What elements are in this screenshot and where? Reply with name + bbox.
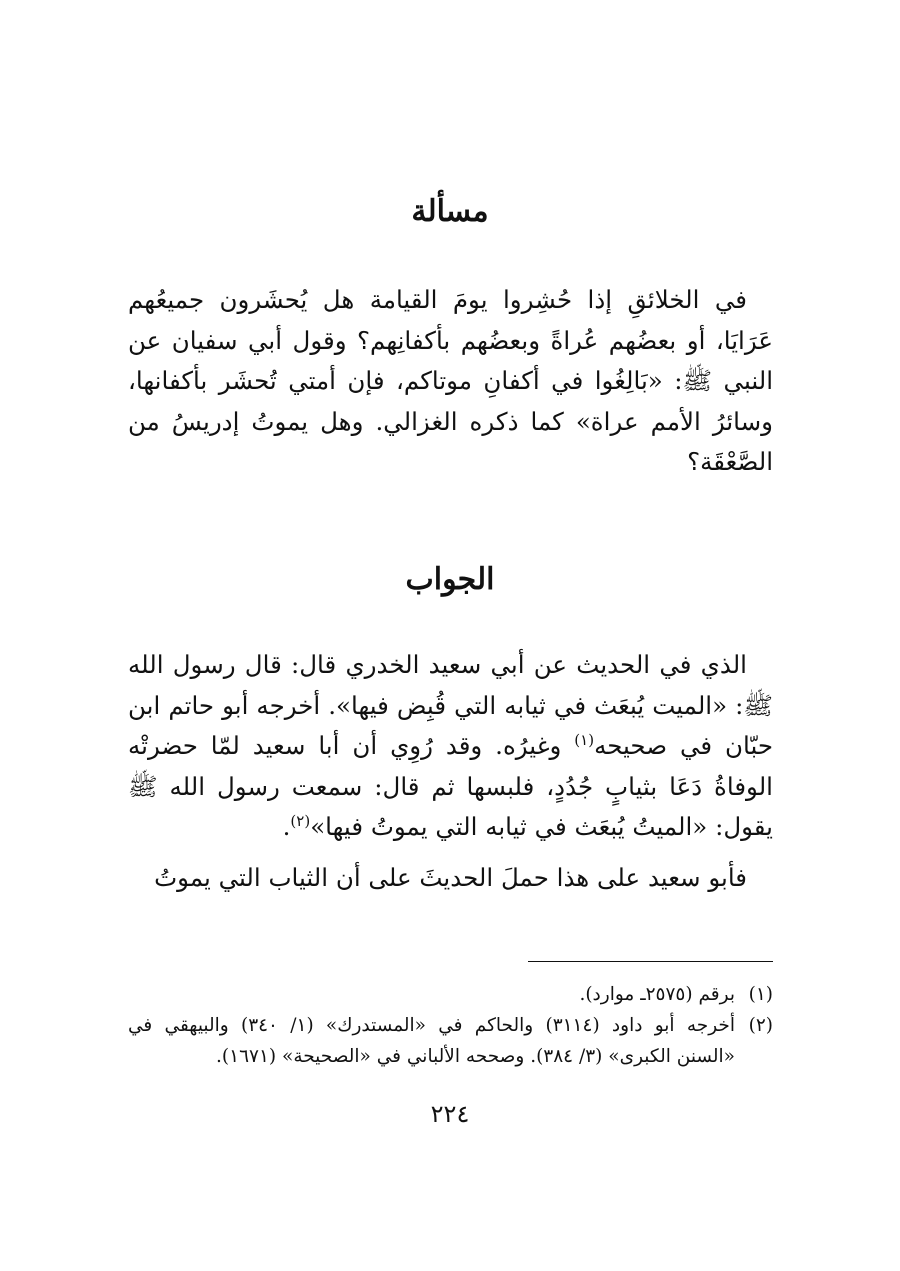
footnote-text: أخرجه أبو داود (٣١١٤) والحاكم في «المستدرك» (١/ ٣٤٠) والبيهقي في «السنن الكبرى» (٣/ ٣٨٤). وصححه الألباني في «الصحيحة» (١٦٧١). bbox=[128, 1015, 735, 1067]
answer-text-part-2: وغيرُه. وقد رُوِي أن أبا سعيد لمّا حضرتْه الوفاةُ دَعَا بثيابٍ جُدُدٍ، فلبسها ثم قال: سمعت رسول الله ﷺ يقول: «الميتُ يُبعَث في ثيابه التي يموتُ فيها» bbox=[128, 731, 773, 841]
answer-heading: الجواب bbox=[405, 562, 495, 597]
question-heading: مسألة bbox=[411, 194, 489, 229]
answer-text-part-1: الذي في الحديث عن أبي سعيد الخدري قال: قال رسول الله ﷺ: «الميت يُبعَث في ثيابه التي قُبِض فيها». أخرجه أبو حاتم ابن حبّان في صحيحه bbox=[128, 650, 774, 760]
footnote-ref-2: (٢) bbox=[290, 811, 311, 830]
page-number: ٢٢٤ bbox=[430, 1100, 470, 1128]
footnotes bbox=[128, 979, 773, 1072]
footnote-2 bbox=[128, 1010, 773, 1072]
footnote-text: برقم (٢٥٧٥ـ موارد). bbox=[579, 984, 735, 1005]
footnote-ref-1: (١) bbox=[574, 730, 595, 749]
answer-continuation: فأبو سعيد على هذا حملَ الحديثَ على أن الثياب التي يموتُ bbox=[154, 863, 747, 892]
footnote-separator bbox=[528, 961, 773, 962]
answer-paragraph bbox=[128, 645, 773, 848]
footnote-1 bbox=[128, 979, 773, 1010]
answer-text-part-3: . bbox=[282, 812, 291, 841]
question-paragraph: في الخلائقِ إذا حُشِروا يومَ القيامة هل يُحشَرون جميعُهم عَرَايَا، أو بعضُهم عُراةً وبعضُهم بأكفانِهم؟ وقول أبي سفيان عن النبي ﷺ: «بَالِغُوا في أكفانِ موتاكم، فإن أمتي تُحشَر بأكفانها، وسائرُ الأمم عراة» كما ذكره الغزالي. وهل يموتُ إدريسُ من الصَّعْقَة؟ bbox=[128, 285, 773, 476]
footnote-number: (١) bbox=[748, 984, 773, 1005]
footnote-number: (٢) bbox=[748, 1015, 773, 1036]
